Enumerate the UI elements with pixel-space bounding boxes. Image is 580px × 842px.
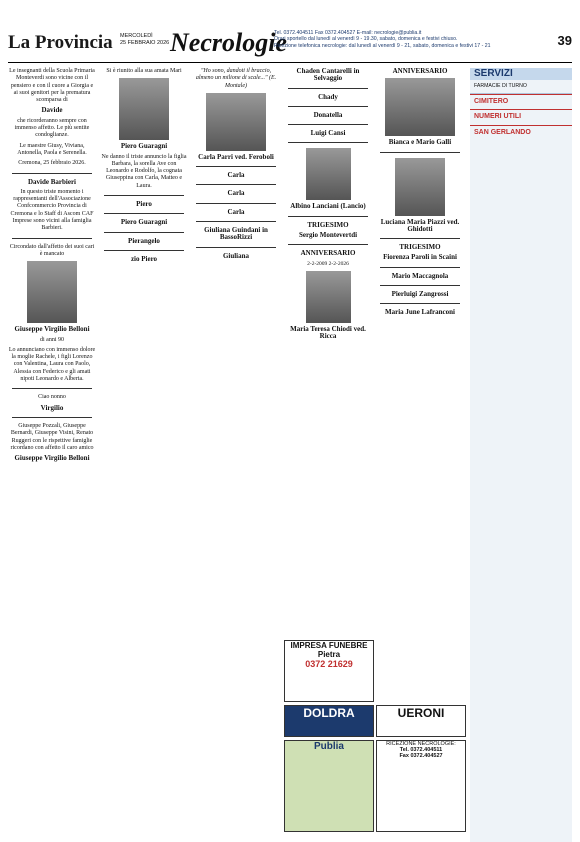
ad-pietra: IMPRESA FUNEBRE Pietra 0372 21629 (284, 640, 374, 702)
ad-publia: Publia (284, 740, 374, 832)
page-header (0, 0, 580, 72)
ad-doldra: DOLDRA (284, 705, 374, 737)
portrait-photo (306, 271, 351, 323)
column-2: Si è riunito alla sua amata Mari Piero Guaragni Ne danno il triste annuncio la figlia Barbara, la sorella Ave con Leonardo e Rodolfo, la cognata Giuseppina con Carla, Matteo e Laura. Piero Piero Guaragni Pierangelo zio Piero (101, 68, 187, 263)
services-sidebar: SERVIZI FARMACIE DI TURNO CIMITERO NUMERI UTILI SAN GERLANDO (470, 68, 572, 842)
ad-ueroni: UERONI (376, 705, 466, 737)
portrait-photo (306, 148, 351, 200)
column-3: "Ho sono, dandoti il braccio, almeno un milione di scale..." (E. Montale) Carla Parri ved. Feroboli Carla Carla Carla Giuliana Guindani in BassoRizzi Giuliana (195, 68, 277, 260)
page-number: 39 (557, 33, 572, 48)
portrait-photo (119, 78, 169, 140)
header-rule (8, 62, 572, 63)
portrait-photo (385, 78, 455, 136)
issue-date: MERCOLEDÌ 25 FEBBRAIO 2026 (120, 33, 170, 46)
column-5: ANNIVERSARIO Bianca e Mario Galli Luciana Maria Piazzi ved. Ghidotti TRIGESIMO Fiorenza Paroli in Scaini Mario Maccagnola Pierluigi Zangrossi Maria June Lafranconi (380, 67, 460, 317)
services-title: SERVIZI (470, 68, 572, 80)
contact-info: Tel. 0372.404511 Fax 0372.404527 E-mail: necrologie@publia.it Orari sportello dal lunedì al venerdì 9 - 19.30, sabato, domenica e festivi chiuso. Ricezione telefonica necrologie: dal lunedì al venerdì 9 - 21, sabato, domenica e festivi 17 - 21 (274, 30, 491, 49)
portrait-photo (27, 261, 77, 323)
section-title: Necrologie (170, 28, 287, 57)
masthead: La Provincia (8, 32, 113, 53)
portrait-photo (395, 158, 445, 216)
portrait-photo (206, 93, 266, 151)
ad-ricezione: RICEZIONE NECROLOGIE: Tel. 0372.404511 Fax 0372.404527 (376, 740, 466, 832)
column-4: Chaden Cantarelli in Selvaggio Chady Donatella Luigi Cansi Albino Lanciani (Lancio) TRIGESIMO Sergio Montevertdi ANNIVERSARIO 2-2-2009 2-2-2026 Maria Teresa Chiodi ved. Ricca (284, 68, 372, 344)
column-1: Le insegnanti della Scuola Primaria Monteverdi sono vicine con il pensiero e con il cuore a Giorgia e ai suoi genitori per la prematura scomparsa di Davide che ricorderanno sempre con immenso affetto. Le più sentite condoglianze. Le maestre Giusy, Viviana, Antonella, Paola e Serenella. Cremona, 25 febbraio 2026. Davide Barbieri In questo triste momento i rappresentanti dell'Associazione Confcommercio Provincia di Cremona e lo Staff di Ascom CAF Imprese sono vicini alla famiglia Barbieri. Circondato dall'affetto dei suoi cari è mancato Giuseppe Virgilio Belloni di anni 90 Lo annunciano con immenso dolore la moglie Rachele, i figli Lorenzo con Valentina, Laura con Paolo, Alessia con Federico e gli amati nipoti Leonardo e Alberta. Ciao nonno Virgilio Giuseppe Pozzali, Giuseppe Bernardi, Giuseppe Visini, Renato Ruggeri con le rispettive famiglie ricordano con affetto il caro amico Giuseppe Virgilio Belloni (8, 68, 96, 463)
